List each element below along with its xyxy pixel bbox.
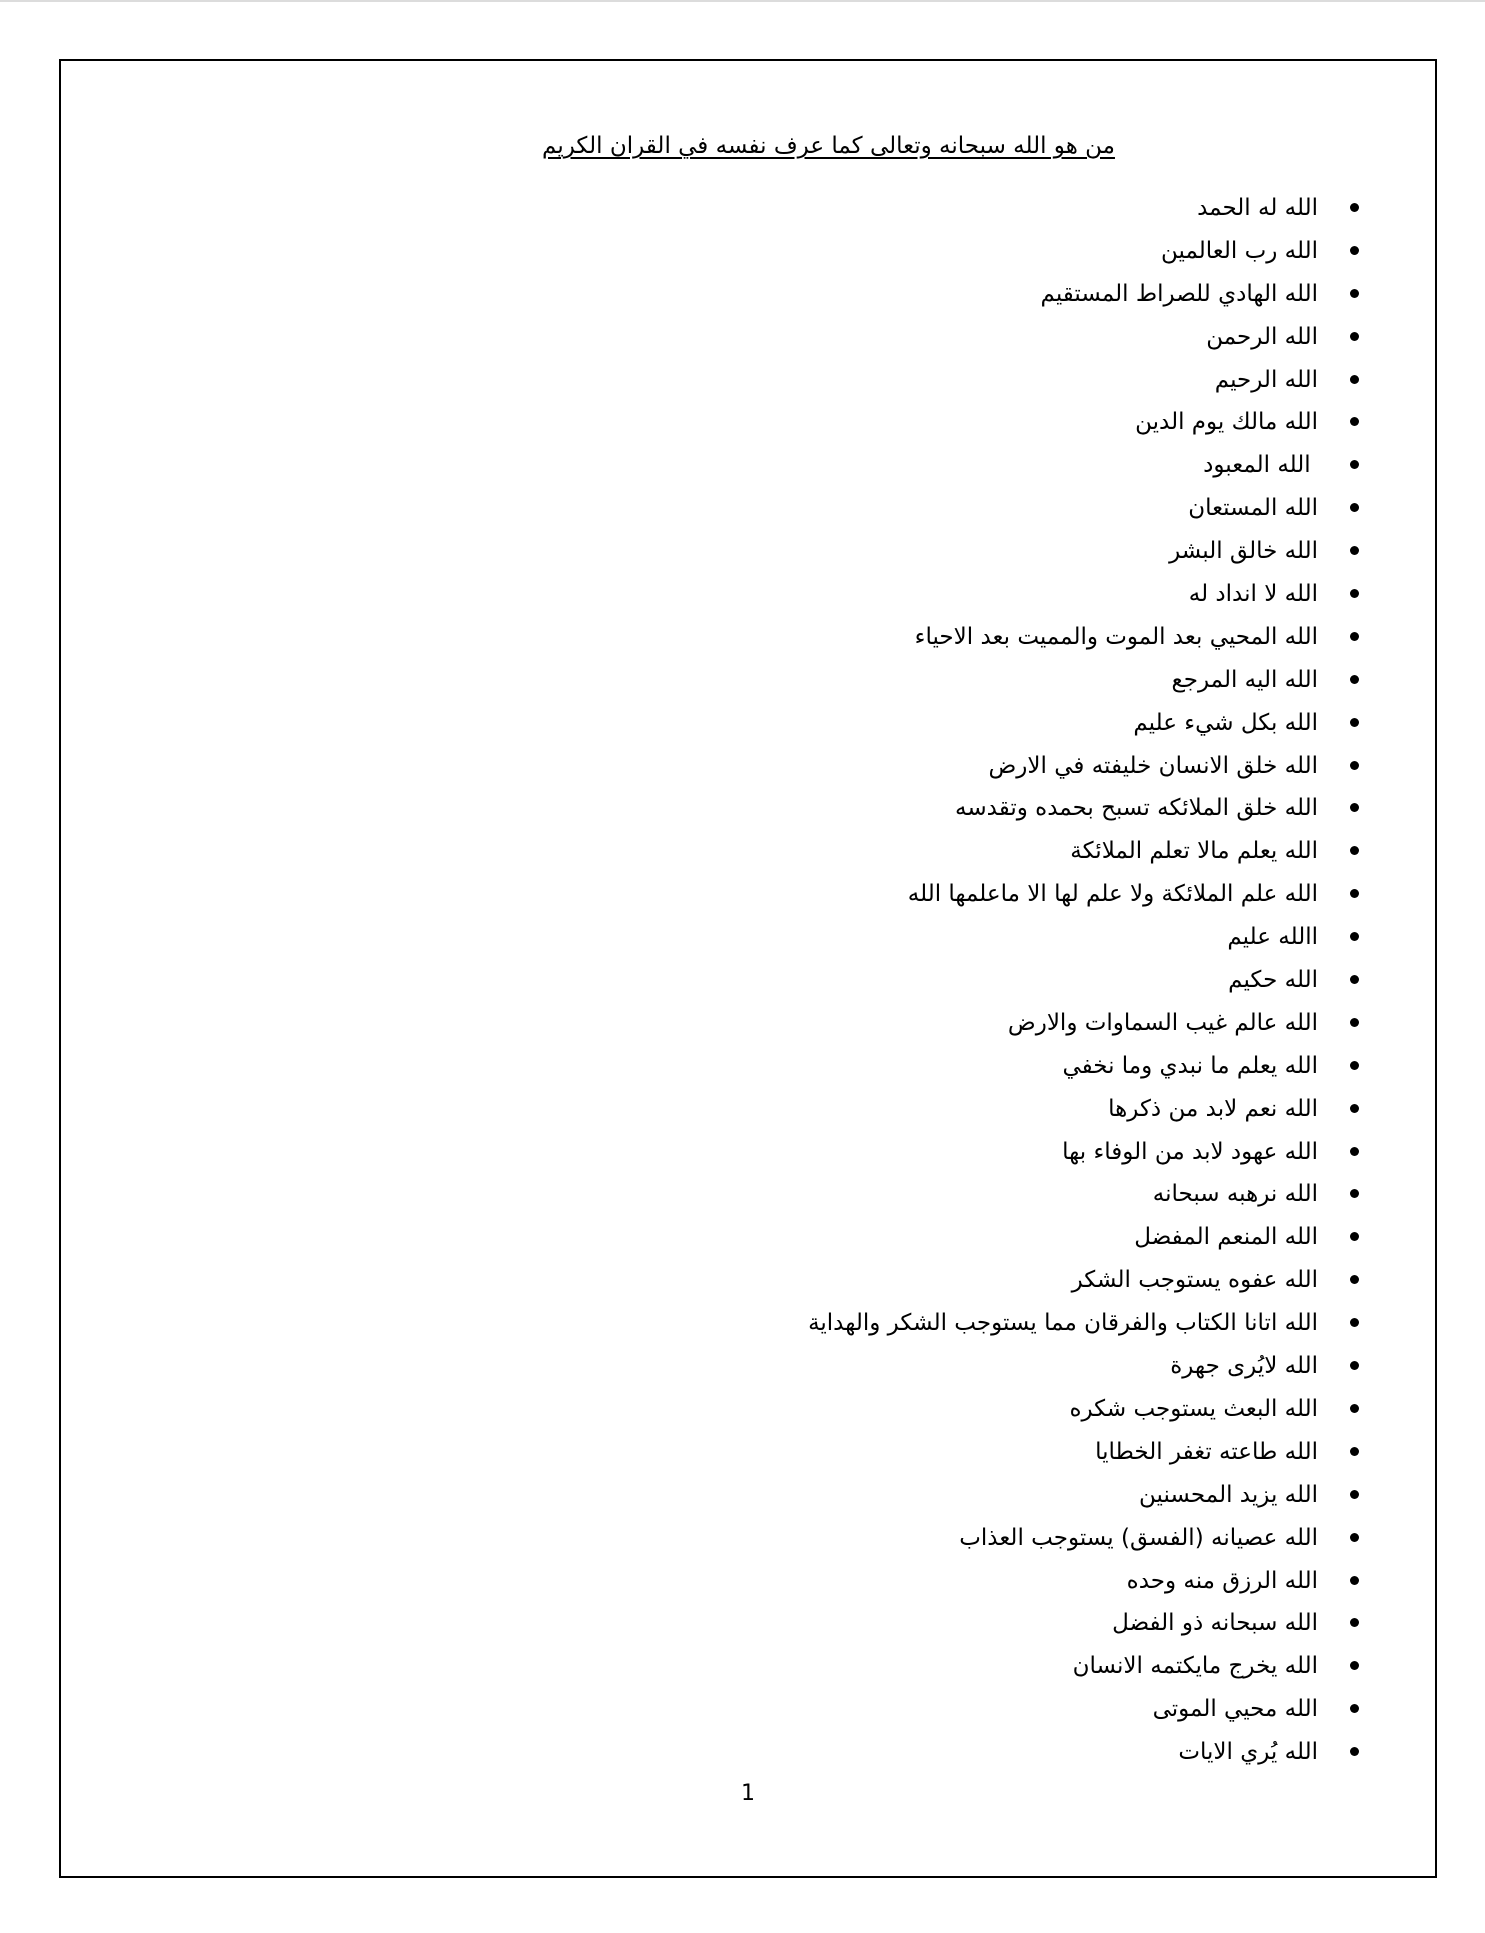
list-item — [61, 703, 1435, 746]
bullet-icon — [1350, 503, 1359, 512]
bullet-icon — [1350, 546, 1359, 555]
bullet-icon — [1350, 1275, 1359, 1284]
list-item — [61, 1561, 1435, 1604]
list-item — [61, 402, 1435, 445]
bullet-icon — [1350, 1661, 1359, 1670]
list-item — [61, 317, 1435, 360]
bullet-icon — [1350, 1361, 1359, 1370]
list-item-text: الله علم الملائكة ولا علم لها الا ماعلمها الله — [907, 881, 1318, 908]
list-item-text: الله يزيد المحسنين — [1139, 1481, 1318, 1508]
bullet-icon — [1350, 932, 1359, 941]
list-item — [61, 831, 1435, 874]
bullet-icon — [1350, 203, 1359, 212]
list-item-text: الله البعث يستوجب شكره — [1069, 1395, 1318, 1422]
list-item — [61, 488, 1435, 531]
bullet-list — [61, 188, 1435, 1775]
page-title — [61, 129, 1485, 163]
bullet-icon — [1350, 1704, 1359, 1713]
list-item — [61, 1089, 1435, 1132]
list-item — [61, 1389, 1435, 1432]
bullet-icon — [1350, 1490, 1359, 1499]
bullet-icon — [1350, 1576, 1359, 1585]
list-item-text: الله يعلم مالا تعلم الملائكة — [1070, 838, 1318, 865]
list-item-text: الله خلق الانسان خليفته في الارض — [988, 752, 1318, 779]
bullet-icon — [1350, 1232, 1359, 1241]
list-item-text: الله نرهبه سبحانه — [1152, 1181, 1318, 1208]
bullet-icon — [1350, 675, 1359, 684]
list-item — [61, 1260, 1435, 1303]
list-item-text: الله بكل شيء عليم — [1133, 709, 1318, 736]
bullet-icon — [1350, 1618, 1359, 1627]
bullet-icon — [1350, 1018, 1359, 1027]
list-item-text: الله الهادي للصراط المستقيم — [1040, 280, 1318, 307]
bullet-icon — [1350, 803, 1359, 812]
list-item — [61, 788, 1435, 831]
bullet-icon — [1350, 246, 1359, 255]
list-item — [61, 874, 1435, 917]
bullet-icon — [1350, 718, 1359, 727]
bullet-icon — [1350, 1747, 1359, 1756]
list-item-text: الله المحيي بعد الموت والمميت بعد الاحياء — [914, 623, 1318, 650]
list-item-text: الله يعلم ما نبدي وما نخفي — [1062, 1052, 1318, 1079]
list-item — [61, 188, 1435, 231]
list-item — [61, 1689, 1435, 1732]
list-item-text: الله عصيانه (الفسق) يستوجب العذاب — [959, 1524, 1318, 1551]
list-item-text: الله يخرج مايكتمه الانسان — [1072, 1653, 1318, 1680]
list-item-text: الله مالك يوم الدين — [1135, 409, 1318, 436]
list-item-text: الله اتانا الكتاب والفرقان مما يستوجب الشكر والهداية — [808, 1310, 1318, 1337]
bullet-icon — [1350, 1189, 1359, 1198]
list-item-text: الله المعبود — [1203, 452, 1318, 479]
bullet-icon — [1350, 1533, 1359, 1542]
list-item — [61, 1303, 1435, 1346]
list-item — [61, 1603, 1435, 1646]
list-item-text: الله عالم غيب السماوات والارض — [1007, 1009, 1318, 1036]
list-item — [61, 360, 1435, 403]
list-item-text: الله لا انداد له — [1188, 581, 1318, 608]
list-item — [61, 1046, 1435, 1089]
list-item-text: الله عفوه يستوجب الشكر — [1071, 1267, 1318, 1294]
list-item — [61, 1475, 1435, 1518]
bullet-icon — [1350, 632, 1359, 641]
list-item-text: الله عهود لابد من الوفاء بها — [1062, 1138, 1318, 1165]
list-item — [61, 1732, 1435, 1775]
list-item-text: الله الرحيم — [1214, 366, 1318, 393]
list-item-text: الله محيي الموتى — [1152, 1696, 1318, 1723]
list-item — [61, 1174, 1435, 1217]
bullet-icon — [1350, 975, 1359, 984]
list-item — [61, 445, 1435, 488]
bullet-icon — [1350, 289, 1359, 298]
bullet-icon — [1350, 1318, 1359, 1327]
bullet-icon — [1350, 1061, 1359, 1070]
viewer-top-edge — [0, 0, 1485, 2]
list-item-text: الله لايُرى جهرة — [1170, 1353, 1318, 1380]
list-item — [61, 960, 1435, 1003]
list-item-text: الله خالق البشر — [1169, 538, 1318, 565]
list-item-text: الله المستعان — [1188, 495, 1318, 522]
bullet-icon — [1350, 589, 1359, 598]
list-item-text: الله الرحمن — [1206, 323, 1318, 350]
bullet-icon — [1350, 1447, 1359, 1456]
list-item — [61, 1003, 1435, 1046]
list-item-text: الله الرزق منه وحده — [1126, 1567, 1318, 1594]
document-page — [59, 59, 1437, 1878]
list-item — [61, 917, 1435, 960]
list-item — [61, 1346, 1435, 1389]
bullet-icon — [1350, 375, 1359, 384]
title-text: من هو الله سبحانه وتعالى كما عرف نفسه في القران الكريم — [542, 133, 1115, 159]
list-item-text: االله عليم — [1227, 924, 1318, 951]
list-item-text: الله نعم لابد من ذكرها — [1108, 1095, 1318, 1122]
bullet-icon — [1350, 846, 1359, 855]
list-item — [61, 1432, 1435, 1475]
bullet-icon — [1350, 889, 1359, 898]
list-item — [61, 274, 1435, 317]
list-item — [61, 1646, 1435, 1689]
list-item-text: الله يُري الايات — [1178, 1739, 1318, 1766]
list-item — [61, 746, 1435, 789]
list-item — [61, 660, 1435, 703]
bullet-icon — [1350, 460, 1359, 469]
list-item — [61, 1518, 1435, 1561]
list-item-text: الله المنعم المفضل — [1134, 1224, 1318, 1251]
list-item-text: الله رب العالمين — [1161, 237, 1318, 264]
bullet-icon — [1350, 1104, 1359, 1113]
bullet-icon — [1350, 761, 1359, 770]
list-item-text: الله سبحانه ذو الفضل — [1112, 1610, 1318, 1637]
bullet-icon — [1350, 332, 1359, 341]
bullet-icon — [1350, 1404, 1359, 1413]
list-item-text: الله حكيم — [1228, 967, 1318, 994]
bullet-icon — [1350, 417, 1359, 426]
list-item — [61, 574, 1435, 617]
list-item-text: الله خلق الملائكه تسبح بحمده وتقدسه — [955, 795, 1318, 822]
list-item — [61, 531, 1435, 574]
list-item-text: الله اليه المرجع — [1171, 666, 1318, 693]
list-item — [61, 1217, 1435, 1260]
page-number: 1 — [741, 1781, 755, 1806]
list-item-text: الله له الحمد — [1197, 195, 1318, 221]
list-item — [61, 231, 1435, 274]
list-item-text: الله طاعته تغفر الخطايا — [1095, 1438, 1318, 1465]
bullet-icon — [1350, 1147, 1359, 1156]
list-item — [61, 617, 1435, 660]
list-item — [61, 1132, 1435, 1175]
